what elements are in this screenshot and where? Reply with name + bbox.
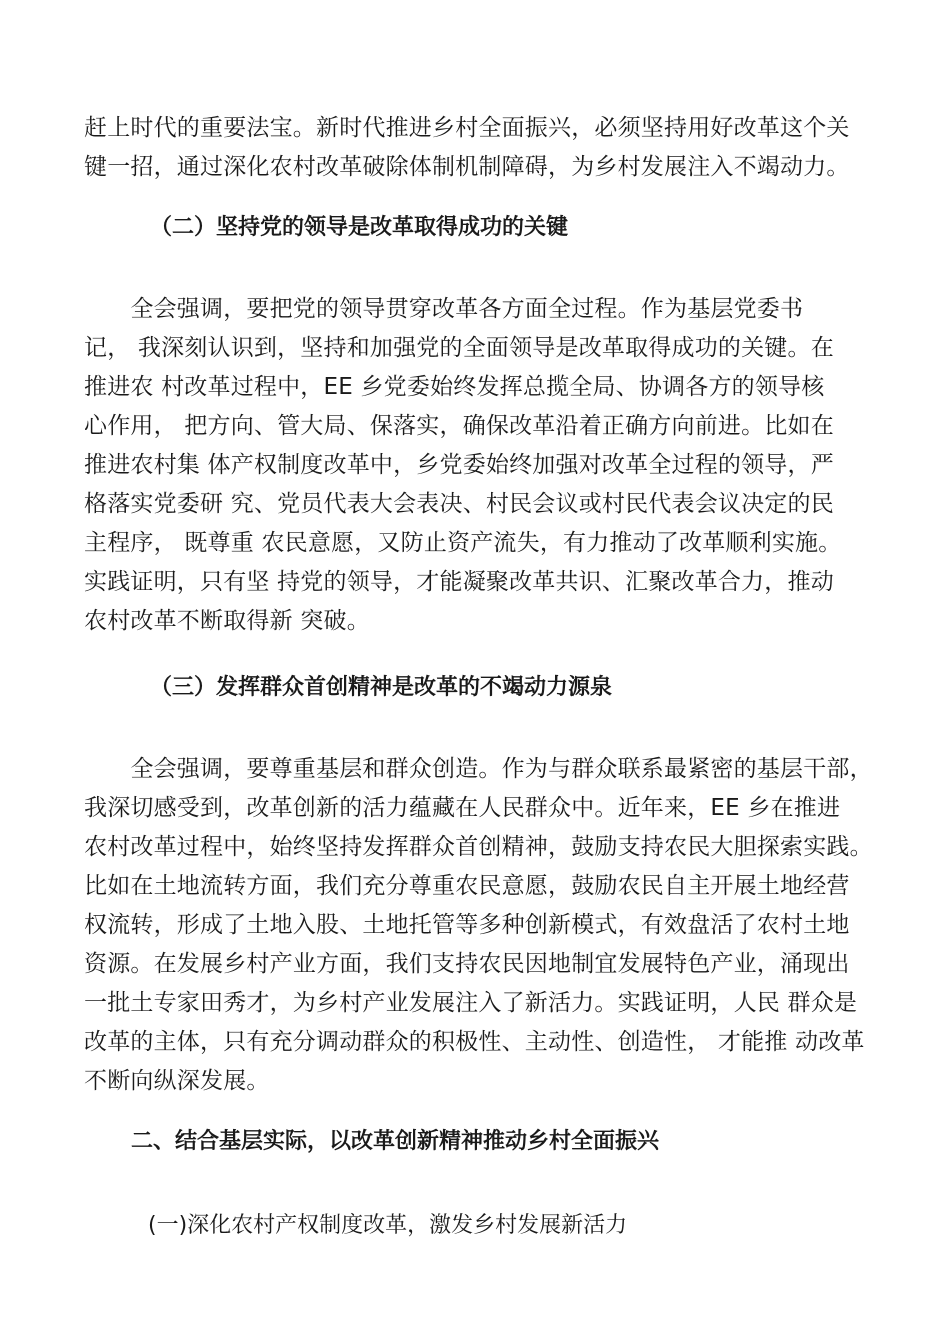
subsection-heading-property-rights: (一)深化农村产权制度改革，激发乡村发展新活力 [148, 1213, 628, 1238]
text-line: 格落实党委研 究、党员代表大会表决、村民会议或村民代表会议决定的民 [84, 491, 834, 517]
text-line: 权流转，形成了土地入股、土地托管等多种创新模式，有效盘活了农村土地 [84, 912, 850, 938]
text-line: 改革的主体，只有充分调动群众的积极性、主动性、创造性， 才能推 动改革 [84, 1029, 865, 1055]
text-line: 一批土专家田秀才，为乡村产业发展注入了新活力。实践证明，人民 群众是 [84, 990, 858, 1016]
text-line: 不断向纵深发展。 [84, 1068, 270, 1094]
text-line: 推进农村集 体产权制度改革中，乡党委始终加强对改革全过程的领导，严 [84, 452, 834, 478]
text-line: 农村改革过程中，始终坚持发挥群众首创精神，鼓励支持农民大胆探索实践。 [84, 834, 873, 860]
text-line: 比如在土地流转方面，我们充分尊重农民意愿，鼓励农民自主开展土地经营 [84, 873, 850, 899]
text-line: 全会强调，要尊重基层和群众创造。作为与群众联系最紧密的基层干部， [84, 756, 873, 782]
part-heading-two: 二、结合基层实际，以改革创新精神推动乡村全面振兴 [131, 1129, 660, 1154]
text-line: 农村改革不断取得新 突破。 [84, 608, 370, 634]
text-line: 记， 我深刻认识到，坚持和加强党的全面领导是改革取得成功的关键。在 [84, 335, 834, 361]
text-line: 赶上时代的重要法宝。新时代推进乡村全面振兴，必须坚持用好改革这个关 [84, 115, 850, 141]
paragraph-leadership [84, 290, 904, 641]
text-line: 键一招，通过深化农村改革破除体制机制障碍，为乡村发展注入不竭动力。 [84, 154, 850, 180]
paragraph-intro [84, 109, 904, 187]
text-line: 主程序， 既尊重 农民意愿，又防止资产流失，有力推动了改革顺利实施。 [84, 530, 842, 556]
paragraph-masses [84, 750, 904, 1101]
text-line: 心作用， 把方向、管大局、保落实，确保改革沿着正确方向前进。比如在 [84, 413, 834, 439]
text-line: 资源。在发展乡村产业方面，我们支持农民因地制宜发展特色产业，涌现出 [84, 951, 850, 977]
text-line: 全会强调，要把党的领导贯穿改革各方面全过程。作为基层党委书 [84, 296, 804, 322]
section-heading-masses: （三）发挥群众首创精神是改革的不竭动力源泉 [150, 675, 613, 700]
text-line: 推进农 村改革过程中，EE 乡党委始终发挥总揽全局、协调各方的领导核 [84, 374, 825, 400]
section-heading-leadership: （二）坚持党的领导是改革取得成功的关键 [150, 215, 569, 240]
text-line: 实践证明，只有坚 持党的领导，才能凝聚改革共识、汇聚改革合力，推动 [84, 569, 834, 595]
text-line: 我深切感受到，改革创新的活力蕴藏在人民群众中。近年来，EE 乡在推进 [84, 795, 841, 821]
